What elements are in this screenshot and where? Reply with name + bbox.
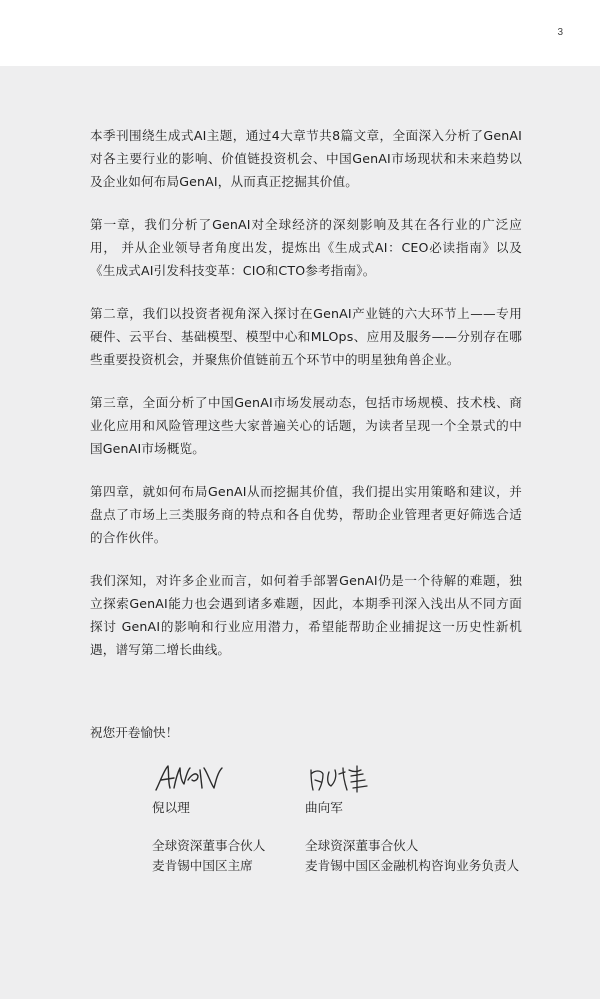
paragraph-chapter-1: 第一章，我们分析了GenAI对全球经济的深刻影响及其在各行业的广泛应用， 并从企业领导者角度出发，提炼出《生成式AI：CEO必读指南》以及《生成式AI引发科技变革：CIO和CTO参考指南》。 (90, 217, 522, 278)
signer-title-right (305, 836, 519, 876)
paragraph-chapter-4: 第四章，就如何布局GenAI从而挖掘其价值，我们提出实用策略和建议，并盘点了市场上三类服务商的特点和各自优势，帮助企业管理者更好筛选合适的合作伙伴。 (90, 484, 522, 545)
signer-name-left: 倪以理 (152, 800, 190, 815)
page-number: 3 (557, 27, 563, 38)
paragraph-chapter-2: 第二章，我们以投资者视角深入探讨在GenAI产业链的六大环节上——专用硬件、云平台、基础模型、模型中心和MLOps、应用及服务——分别存在哪些重要投资机会，并聚焦价值链前五个环节中的明星独角兽企业。 (90, 306, 522, 367)
signer-title-left (152, 836, 265, 876)
paragraph-chapter-3: 第三章，全面分析了中国GenAI市场发展动态，包括市场规模、技术栈、商业化应用和风险管理这些大家普遍关心的话题，为读者呈现一个全景式的中国GenAI市场概览。 (90, 395, 522, 456)
closing-line: 祝您开卷愉快！ (90, 725, 179, 740)
paragraph-intro: 本季刊围绕生成式AI主题，通过4大章节共8篇文章，全面深入分析了GenAI对各主要行业的影响、价值链投资机会、中国GenAI市场现状和未来趋势以及企业如何布局GenAI，从而真正挖掘其价值。 (90, 128, 522, 189)
signer-title-left-line2: 麦肯锡中国区主席 (152, 858, 253, 873)
signer-title-right-line1: 全球资深董事合伙人 (305, 838, 419, 853)
letter-body (90, 124, 522, 681)
signature-image-right (305, 760, 395, 798)
signer-title-left-line1: 全球资深董事合伙人 (152, 838, 266, 853)
signature-block-left (152, 760, 265, 876)
signature-image-left (152, 760, 242, 798)
signer-name-right: 曲向军 (305, 800, 343, 815)
paragraph-conclusion: 我们深知，对许多企业而言，如何着手部署GenAI仍是一个待解的难题，独立探索GenAI能力也会遇到诸多难题，因此，本期季刊深入浅出从不同方面探讨 GenAI的影响和行业应用潜力，希望能帮助企业捕捉这一历史性新机遇，谱写第二增长曲线。 (90, 573, 522, 657)
signer-title-right-line2: 麦肯锡中国区金融机构咨询业务负责人 (305, 858, 520, 873)
page-header (0, 0, 600, 66)
signature-block-right (305, 760, 519, 876)
